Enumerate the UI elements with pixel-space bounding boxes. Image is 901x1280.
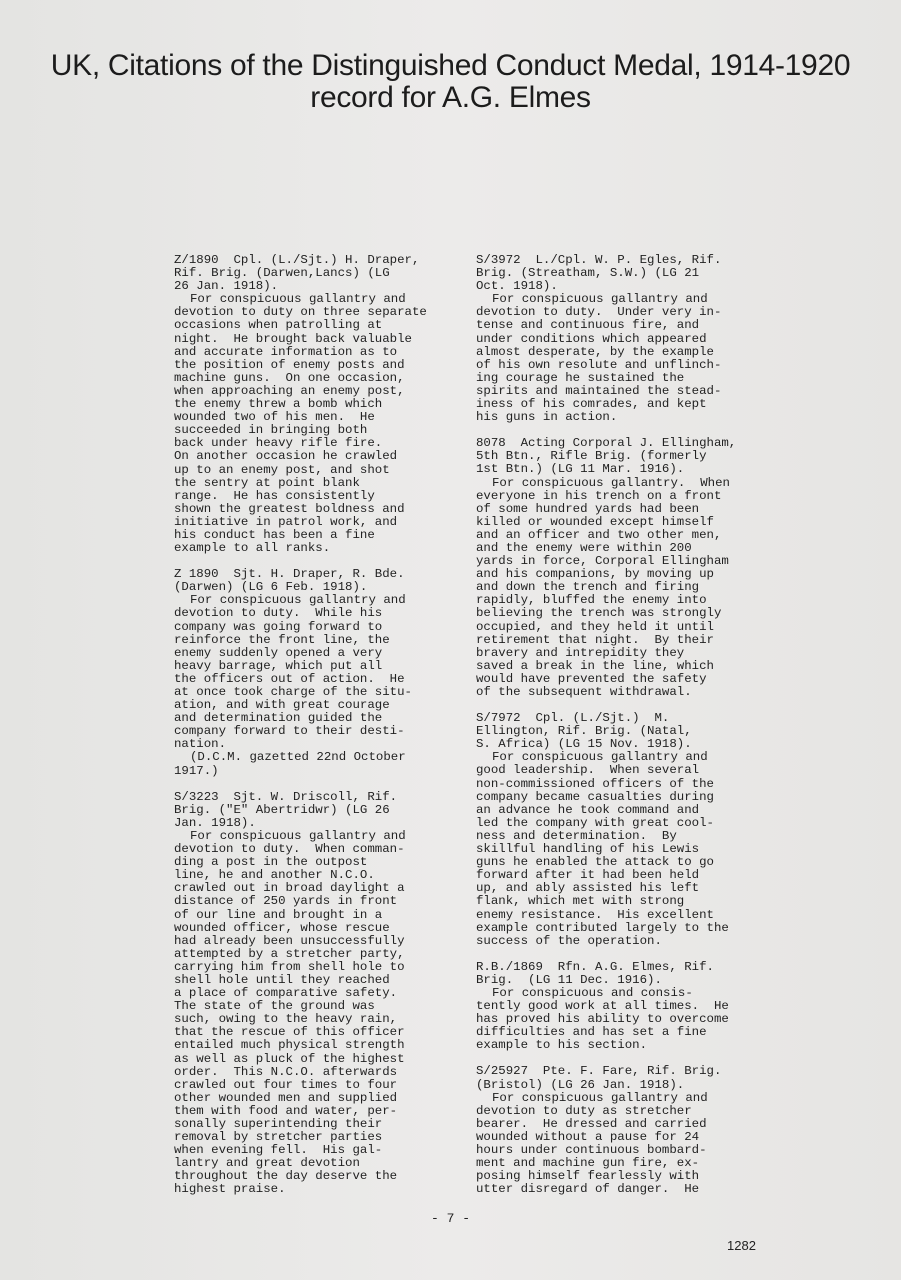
citation-text-line: would have prevented the safety <box>476 671 707 686</box>
citation-text-line: when evening fell. His gal- <box>174 1143 383 1158</box>
citation-text-line: such, owing to the heavy rain, <box>174 1012 398 1027</box>
citation-text-line: up, and ably assisted his left <box>476 881 700 896</box>
citation-text-line: lantry and great devotion <box>174 1156 360 1171</box>
citation-header-line: Rif. Brig. (Darwen,Lancs) (LG <box>174 266 390 281</box>
citation-header-line: S/25927 Pte. F. Fare, Rif. Brig. <box>476 1064 722 1079</box>
citation-text-line: company was going forward to <box>174 619 383 634</box>
citation-header-line: Z 1890 Sjt. H. Draper, R. Bde. <box>174 567 405 582</box>
citation-text-line: hours under continuous bombard- <box>476 1143 707 1157</box>
citation-text-line: sonally superintending their <box>174 1117 383 1131</box>
citation-header-line: R.B./1869 Rfn. A.G. Elmes, Rif. <box>476 959 714 974</box>
citation-text-line: tently good work at all times. He <box>476 999 729 1014</box>
citation-text-line: good leadership. When several <box>476 763 700 778</box>
citation-entry <box>476 1065 736 1196</box>
citation-text-line: occupied, and they held it until <box>476 619 714 634</box>
citation-text-line: non-commissioned officers of the <box>476 776 714 791</box>
citation-text-line: carrying him from shell hole to <box>174 959 405 974</box>
citation-text-line: occasions when patrolling at <box>174 318 383 333</box>
citation-text-line: bearer. He dressed and carried <box>476 1116 707 1131</box>
citation-text-line: enemy resistance. His excellent <box>476 907 714 922</box>
citation-text-line: spirits and maintained the stead- <box>476 383 722 398</box>
citation-text-line: back under heavy rifle fire. <box>174 436 383 451</box>
citation-text-line: saved a break in the line, which <box>476 658 714 673</box>
citation-text-line: rapidly, bluffed the enemy into <box>476 593 707 608</box>
citation-text-line: devotion to duty as stretcher <box>476 1103 692 1118</box>
citation-text-line: and accurate information as to <box>174 344 398 359</box>
citation-text-line: of our line and brought in a <box>174 907 383 922</box>
citation-text-line: crawled out four times to four <box>174 1077 398 1092</box>
citation-text-line: entailed much physical strength <box>174 1038 405 1053</box>
citation-text-line: For conspicuous gallantry and <box>492 292 708 307</box>
citation-header-line: S/3972 L./Cpl. W. P. Egles, Rif. <box>476 253 722 267</box>
citation-text-line: that the rescue of this officer <box>174 1025 405 1040</box>
citation-text-line: of his own resolute and unflinch- <box>476 357 722 372</box>
citation-text-line: devotion to duty. Under very in- <box>476 305 722 320</box>
citation-header-line: S/7972 Cpl. (L./Sjt.) M. <box>476 711 670 726</box>
citation-header-line: Brig. ("E" Abertridwr) (LG 26 <box>174 802 390 817</box>
citation-text-line: heavy barrage, which put all <box>174 658 383 673</box>
citation-text-line: example to his section. <box>476 1038 648 1053</box>
title-line-2: record for A.G. Elmes <box>310 81 591 114</box>
citation-entry <box>174 568 427 778</box>
citation-text-line: them with food and water, per- <box>174 1103 398 1118</box>
citation-text-line: of the subsequent withdrawal. <box>476 685 692 699</box>
citation-text-line: removal by stretcher parties <box>174 1130 383 1145</box>
citation-text-line: For conspicuous gallantry and <box>190 828 406 843</box>
citation-text-line: shown the greatest boldness and <box>174 501 405 516</box>
citation-text-line: ding a post in the outpost <box>174 855 368 870</box>
citation-text-line: ation, and with great courage <box>174 698 390 713</box>
citation-text-line: range. He has consistently <box>174 488 375 503</box>
citation-text-line: initiative in patrol work, and <box>174 514 398 529</box>
citation-text-line: skillful handling of his Lewis <box>476 842 700 857</box>
citation-text-line: and the enemy were within 200 <box>476 540 692 555</box>
citation-header-line: 26 Jan. 1918). <box>174 279 279 294</box>
citation-text-line: company forward to their desti- <box>174 724 405 739</box>
citation-text-line: wounded officer, whose rescue <box>174 920 390 935</box>
citation-text-line: the enemy threw a bomb which <box>174 397 383 412</box>
citation-text-line: highest praise. <box>174 1182 286 1197</box>
citation-text-line: under conditions which appeared <box>476 331 707 346</box>
citation-text-line: crawled out in broad daylight a <box>174 881 405 896</box>
citation-text-line: succeeded in bringing both <box>174 423 368 438</box>
citation-text-line: almost desperate, by the example <box>476 344 714 359</box>
citation-entry <box>476 254 736 424</box>
citation-text-line: retirement that night. By their <box>476 632 714 647</box>
citation-text-line: line, he and another N.C.O. <box>174 868 375 883</box>
citation-text-line: utter disregard of danger. He <box>476 1182 700 1197</box>
citation-header-line: Brig. (Streatham, S.W.) (LG 21 <box>476 266 700 281</box>
citation-text-line: throughout the day deserve the <box>174 1169 398 1184</box>
citation-text-line: when approaching an enemy post, <box>174 383 405 398</box>
citation-text-line: 1917.) <box>174 763 219 778</box>
citation-text-line: the position of enemy posts and <box>174 357 405 372</box>
citation-text-line: tense and continuous fire, and <box>476 318 700 333</box>
citation-text-line: flank, which met with strong <box>476 894 685 909</box>
citation-text-line: difficulties and has set a fine <box>476 1025 707 1040</box>
citation-text-line: everyone in his trench on a front <box>476 488 722 503</box>
citation-entry <box>476 712 736 948</box>
citation-text-line: wounded without a pause for 24 <box>476 1129 700 1144</box>
citation-header-line: Brig. (LG 11 Dec. 1916). <box>476 972 662 987</box>
citation-text-line: killed or wounded except himself <box>476 514 714 529</box>
citation-text-line: ness and determination. By <box>476 828 677 843</box>
citation-entry <box>476 437 736 699</box>
citation-text-line: iness of his comrades, and kept <box>476 397 707 412</box>
citation-text-line: devotion to duty. When comman- <box>174 842 405 857</box>
citation-text-line: bravery and intrepidity they <box>476 645 685 660</box>
citation-text-line: company became casualties during <box>476 789 714 804</box>
citation-text-line: devotion to duty on three separate <box>174 305 427 320</box>
citation-header-line: (Bristol) (LG 26 Jan. 1918). <box>476 1077 685 1092</box>
citation-text-line: distance of 250 yards in front <box>174 894 398 909</box>
citation-text-line: had already been unsuccessfully <box>174 933 405 948</box>
citation-text-line: reinforce the front line, the <box>174 632 390 647</box>
citation-header-line: 1st Btn.) (LG 11 Mar. 1916). <box>476 462 685 477</box>
citation-text-line: devotion to duty. While his <box>174 606 383 621</box>
cropped-previous-text <box>0 0 901 18</box>
citation-text-line: an advance he took command and <box>476 802 700 817</box>
citation-text-line: On another occasion he crawled <box>174 449 398 464</box>
citation-text-line: shell hole until they reached <box>174 972 390 987</box>
citation-entry <box>174 254 427 555</box>
citation-text-line: attempted by a stretcher party, <box>174 946 405 961</box>
citation-header-line: Jan. 1918). <box>174 815 256 830</box>
citation-text-line: ment and machine gun fire, ex- <box>476 1156 700 1171</box>
citation-text-line: his conduct has been a fine <box>174 527 375 542</box>
citation-text-line: enemy suddenly opened a very <box>174 645 383 660</box>
citation-text-line: For conspicuous gallantry and <box>492 1090 708 1105</box>
title-line-1: UK, Citations of the Distinguished Conduct Medal, 1914-1920 <box>50 49 851 82</box>
citation-text-line: For conspicuous gallantry and <box>190 593 406 608</box>
citation-text-line: other wounded men and supplied <box>174 1090 398 1105</box>
page-title <box>0 50 901 114</box>
citation-text-line: as well as pluck of the highest <box>174 1051 405 1066</box>
citation-text-line: (D.C.M. gazetted 22nd October <box>190 750 406 765</box>
citation-text-line: For conspicuous gallantry and <box>492 750 708 765</box>
citation-text-line: nation. <box>174 737 227 752</box>
citation-text-line: up to an enemy post, and shot <box>174 462 390 477</box>
citation-header-line: Z/1890 Cpl. (L./Sjt.) H. Draper, <box>174 253 420 267</box>
citation-text-line: guns he enabled the attack to go <box>476 855 714 870</box>
citation-text-line: posing himself fearlessly with <box>476 1169 700 1184</box>
citation-text-line: For conspicuous and consis- <box>492 985 693 1000</box>
page-number: - 7 - <box>430 1211 470 1226</box>
citation-text-line: ing courage he sustained the <box>476 370 685 385</box>
citation-text-line: at once took charge of the situ- <box>174 685 412 699</box>
citation-header-line: Ellington, Rif. Brig. (Natal, <box>476 724 692 739</box>
citation-entry <box>476 961 736 1053</box>
citation-text-line: the officers out of action. He <box>174 671 405 686</box>
citation-text-line: and an officer and two other men, <box>476 527 722 542</box>
citation-text-line: machine guns. On one occasion, <box>174 370 405 385</box>
citation-header-line: S. Africa) (LG 15 Nov. 1918). <box>476 737 692 752</box>
citation-header-line: 8078 Acting Corporal J. Ellingham, <box>476 436 737 451</box>
citation-text-line: has proved his ability to overcome <box>476 1012 729 1027</box>
citation-text-line: led the company with great cool- <box>476 815 714 830</box>
citation-text-line: success of the operation. <box>476 933 662 948</box>
left-column <box>174 254 427 1210</box>
citation-text-line: wounded two of his men. He <box>174 410 375 425</box>
citation-header-line: (Darwen) (LG 6 Feb. 1918). <box>174 580 368 595</box>
citation-text-line: and determination guided the <box>174 711 383 726</box>
citation-text-line: his guns in action. <box>476 410 618 425</box>
citation-text-line: of some hundred yards had been <box>476 501 700 516</box>
citation-entry <box>174 791 427 1197</box>
document-number: 1282 <box>727 1238 756 1253</box>
citation-text-line: believing the trench was strongly <box>476 606 722 621</box>
right-column <box>476 254 736 1209</box>
citation-text-line: For conspicuous gallantry and <box>190 292 406 307</box>
citation-text-line: the sentry at point blank <box>174 475 360 490</box>
citation-text-line: For conspicuous gallantry. When <box>492 475 730 490</box>
citation-text-line: order. This N.C.O. afterwards <box>174 1064 398 1079</box>
citation-text-line: The state of the ground was <box>174 999 375 1014</box>
citation-text-line: yards in force, Corporal Ellingham <box>476 554 729 569</box>
citation-text-line: a place of comparative safety. <box>174 986 398 1001</box>
citation-header-line: S/3223 Sjt. W. Driscoll, Rif. <box>174 789 398 804</box>
citation-text-line: example to all ranks. <box>174 541 331 556</box>
citation-header-line: 5th Btn., Rifle Brig. (formerly <box>476 449 707 464</box>
citation-text-line: forward after it had been held <box>476 868 700 883</box>
citation-text-line: and his companions, by moving up <box>476 567 714 582</box>
citation-header-line: Oct. 1918). <box>476 279 558 294</box>
citation-text-line: and down the trench and firing <box>476 580 700 595</box>
citation-text-line: night. He brought back valuable <box>174 331 412 346</box>
citation-text-line: example contributed largely to the <box>476 920 729 935</box>
